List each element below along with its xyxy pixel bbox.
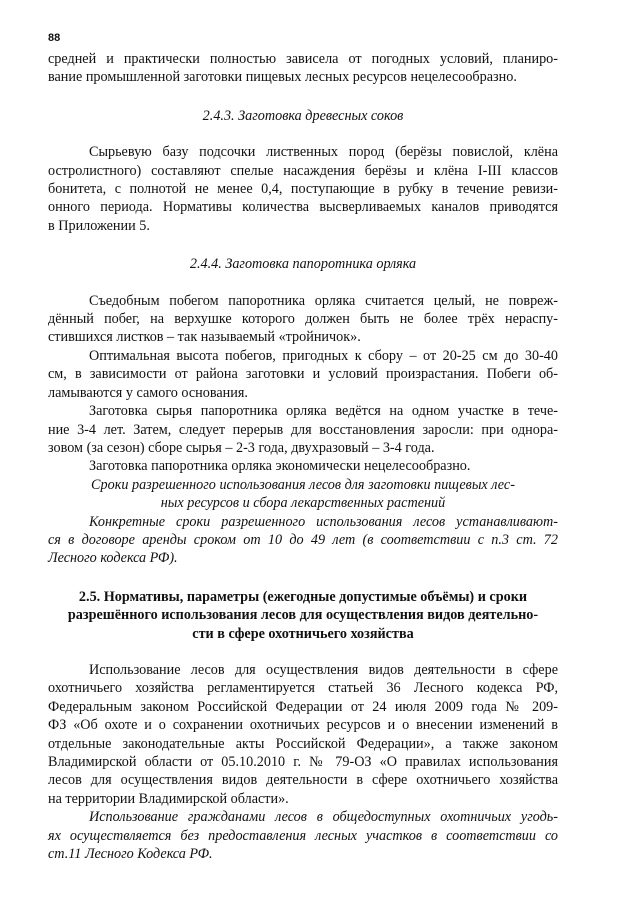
text-line: Федеральным законом Российской Федерации от 24 июля 2009 года № 209-: [48, 698, 558, 715]
paragraph-2-4-4-3: [48, 402, 558, 457]
paragraph-2-4-4-2: [48, 347, 558, 402]
paragraph-2-5-italic: [48, 808, 558, 863]
text-line: ях осуществляется без предоставления лесных участков в соответствии со: [48, 827, 558, 844]
text-line: вание промышленной заготовки пищевых лесных ресурсов нецелесообразно.: [48, 69, 517, 86]
text-line: см, в зависимости от района заготовки и условий произрастания. Побеги об-: [48, 366, 558, 383]
italic-paragraph-terms: [48, 513, 558, 568]
page-number: 88: [48, 32, 61, 44]
paragraph-2-4-4-1: [48, 292, 558, 347]
heading-2-4-3: 2.4.3. Заготовка древесных соков: [202, 107, 404, 124]
text-line: зовом (за сезон) сборе сырья – 2-3 года, двухразовый – 3-4 года.: [48, 439, 435, 456]
text-line: средней и практически полностью зависела от погодных условий, планиро-: [48, 51, 558, 67]
text-line: 2.5. Нормативы, параметры (ежегодные допустимые объёмы) и сроки: [78, 588, 528, 605]
text-line: ние 3-4 лет. Затем, следует перерыв для восстановления заросли: при однора-: [48, 421, 558, 438]
section-heading-2-5: [48, 588, 558, 643]
text-line: Владимирской области от 05.10.2010 г. № 79-ОЗ «О правилах использования: [48, 754, 558, 770]
paragraph-top: [48, 50, 558, 87]
paragraph-2-4-3: [48, 143, 558, 235]
text-line: Лесного кодекса РФ).: [48, 550, 178, 567]
text-line: ных ресурсов и сбора лекарственных растений: [160, 495, 446, 512]
text-line: ся в договоре аренды сроком от 10 до 49 лет (в соответствии с п.3 ст. 72: [48, 531, 558, 548]
text-line: Сырьевую базу подсочки лиственных пород (берёзы повислой, клёна: [89, 144, 558, 161]
heading-2-4-4: 2.4.4. Заготовка папоротника орляка: [189, 256, 417, 273]
text-line: Заготовка папоротника орляка экономически нецелесообразно.: [89, 458, 471, 475]
text-line: отдельные законодательные акты Российской Федерации», а также законом: [48, 735, 558, 752]
text-line: Съедобным побегом папоротника орляка считается целый, не повреж-: [89, 292, 558, 309]
text-line: ФЗ «Об охоте и о сохранении охотничьих ресурсов и о внесении изменений в: [48, 717, 558, 734]
text-line: онного периода. Нормативы количества высверливаемых каналов приводятся: [48, 199, 558, 216]
text-line: на территории Владимирской области».: [48, 790, 289, 807]
text-line: дённый побег, на верхушке которого должен быть не более трёх нераспу-: [48, 311, 558, 328]
text-line: бонитета, с полнотой не менее 0,4, поступающие в рубку в течение ревизи-: [48, 181, 558, 198]
text-line: остролистного) составляют спелые насаждения берёзы и клёна I-III классов: [48, 162, 558, 179]
text-line: лесов для осуществления видов деятельности в сфере охотничьего хозяйства: [48, 772, 558, 789]
text-line: охотничьего хозяйства регламентируется статьей 36 Лесного кодекса РФ,: [48, 680, 558, 697]
text-line: Сроки разрешенного использования лесов для заготовки пищевых лес-: [91, 476, 515, 493]
page-content: [48, 50, 558, 863]
paragraph-2-5: [48, 661, 558, 808]
text-line: ст.11 Лесного Кодекса РФ.: [48, 846, 213, 863]
text-line: Использование лесов для осуществления видов деятельности в сфере: [89, 661, 558, 678]
text-line: Конкретные сроки разрешенного использования лесов устанавливают-: [89, 513, 558, 530]
paragraph-2-4-4-4: [48, 457, 558, 475]
text-line: разрешённого использования лесов для осуществления видов деятельно-: [67, 607, 539, 624]
text-line: Оптимальная высота побегов, пригодных к сбору – от 20-25 см до 30-40: [89, 347, 558, 364]
text-line: стившихся листков – так называемый «тройничок».: [48, 329, 361, 346]
text-line: Использование гражданами лесов в общедоступных охотничьих угодь-: [89, 809, 558, 826]
text-line: ламываются у самого основания.: [48, 384, 248, 401]
text-line: Заготовка сырья папоротника орляка ведётся на одном участке в тече-: [89, 403, 558, 420]
italic-heading-terms: [48, 476, 558, 513]
text-line: в Приложении 5.: [48, 217, 150, 234]
text-line: сти в сфере охотничьего хозяйства: [192, 625, 414, 642]
